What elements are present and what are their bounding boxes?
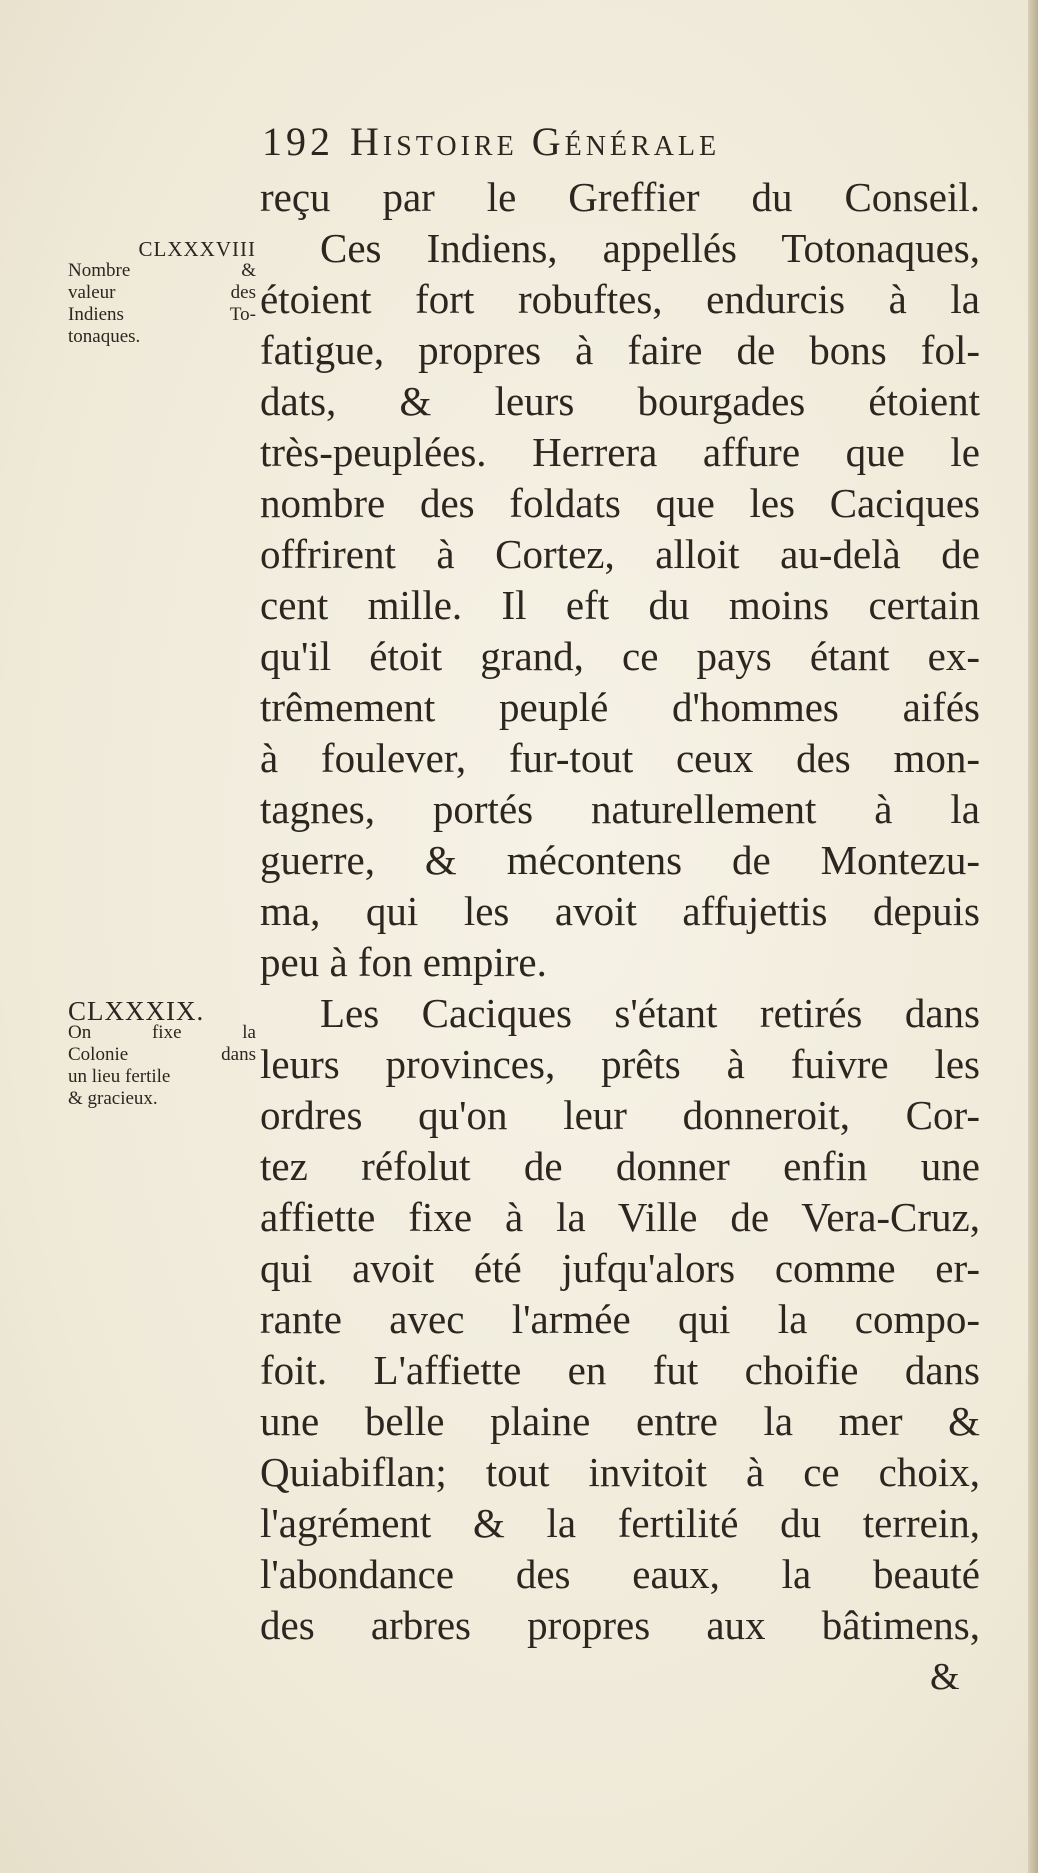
body-line: guerre, & mécontens de Montezu- <box>260 837 980 883</box>
body-line: étoient fort robuftes, endurcis à la <box>260 276 980 322</box>
body-line: cent mille. Il eft du moins certain <box>260 582 980 628</box>
body-line: qui avoit été jufqu'alors comme er- <box>260 1245 980 1291</box>
body-line: très-peuplées. Herrera affure que le <box>260 429 980 475</box>
margin-note-line: tonaques. <box>68 326 141 347</box>
body-line: l'abondance des eaux, la beauté <box>260 1551 980 1597</box>
margin-note-line: Indiens To- <box>68 304 256 325</box>
body-line: une belle plaine entre la mer & <box>260 1398 980 1444</box>
body-line: nombre des foldats que les Caciques <box>260 480 980 526</box>
body-line: tez réfolut de donner enfin une <box>260 1143 980 1189</box>
body-line: peu à fon empire. <box>260 939 547 985</box>
margin-note-line: valeur des <box>68 282 256 303</box>
body-line: rante avec l'armée qui la compo- <box>260 1296 980 1342</box>
page-gutter-edge <box>1028 0 1038 1873</box>
catchword: & <box>930 1656 960 1698</box>
margin-note-line: & gracieux. <box>68 1088 158 1109</box>
margin-note-number: CLXXXIX. <box>68 996 205 1026</box>
body-line: leurs provinces, prêts à fuivre les <box>260 1041 980 1087</box>
body-line: ma, qui les avoit affujettis depuis <box>260 888 980 934</box>
body-line: foit. L'affiette en fut choifie dans <box>260 1347 980 1393</box>
body-line: Ces Indiens, appellés Totonaques, <box>320 225 980 271</box>
body-line: Les Caciques s'étant retirés dans <box>320 990 980 1036</box>
body-line: des arbres propres aux bâtimens, <box>260 1602 980 1648</box>
running-title: Histoire Générale <box>350 119 721 164</box>
body-line: à foulever, fur-tout ceux des mon- <box>260 735 980 781</box>
body-line: reçu par le Greffier du Conseil. <box>260 174 980 220</box>
body-line: qu'il étoit grand, ce pays étant ex- <box>260 633 980 679</box>
body-line: trêmement peuplé d'hommes aifés <box>260 684 980 730</box>
margin-note-line: Nombre & <box>68 260 256 281</box>
body-line: l'agrément & la fertilité du terrein, <box>260 1500 980 1546</box>
margin-note-2 <box>68 996 256 1110</box>
body-line: affiette fixe à la Ville de Vera-Cruz, <box>260 1194 980 1240</box>
body-line: tagnes, portés naturellement à la <box>260 786 980 832</box>
body-line: ordres qu'on leur donneroit, Cor- <box>260 1092 980 1138</box>
body-line: offrirent à Cortez, alloit au-delà de <box>260 531 980 577</box>
body-line: fatigue, propres à faire de bons fol- <box>260 327 980 373</box>
body-line: dats, & leurs bourgades étoient <box>260 378 980 424</box>
margin-note-1 <box>68 238 256 348</box>
running-head <box>262 118 922 165</box>
body-line: Quiabiflan; tout invitoit à ce choix, <box>260 1449 980 1495</box>
margin-note-line: Colonie dans <box>68 1044 256 1065</box>
margin-note-number: CLXXXVIII <box>138 237 256 261</box>
margin-note-line: un lieu fertile <box>68 1066 171 1087</box>
margin-note-line: On fixe la <box>68 1022 256 1043</box>
page-number: 192 <box>262 119 334 164</box>
